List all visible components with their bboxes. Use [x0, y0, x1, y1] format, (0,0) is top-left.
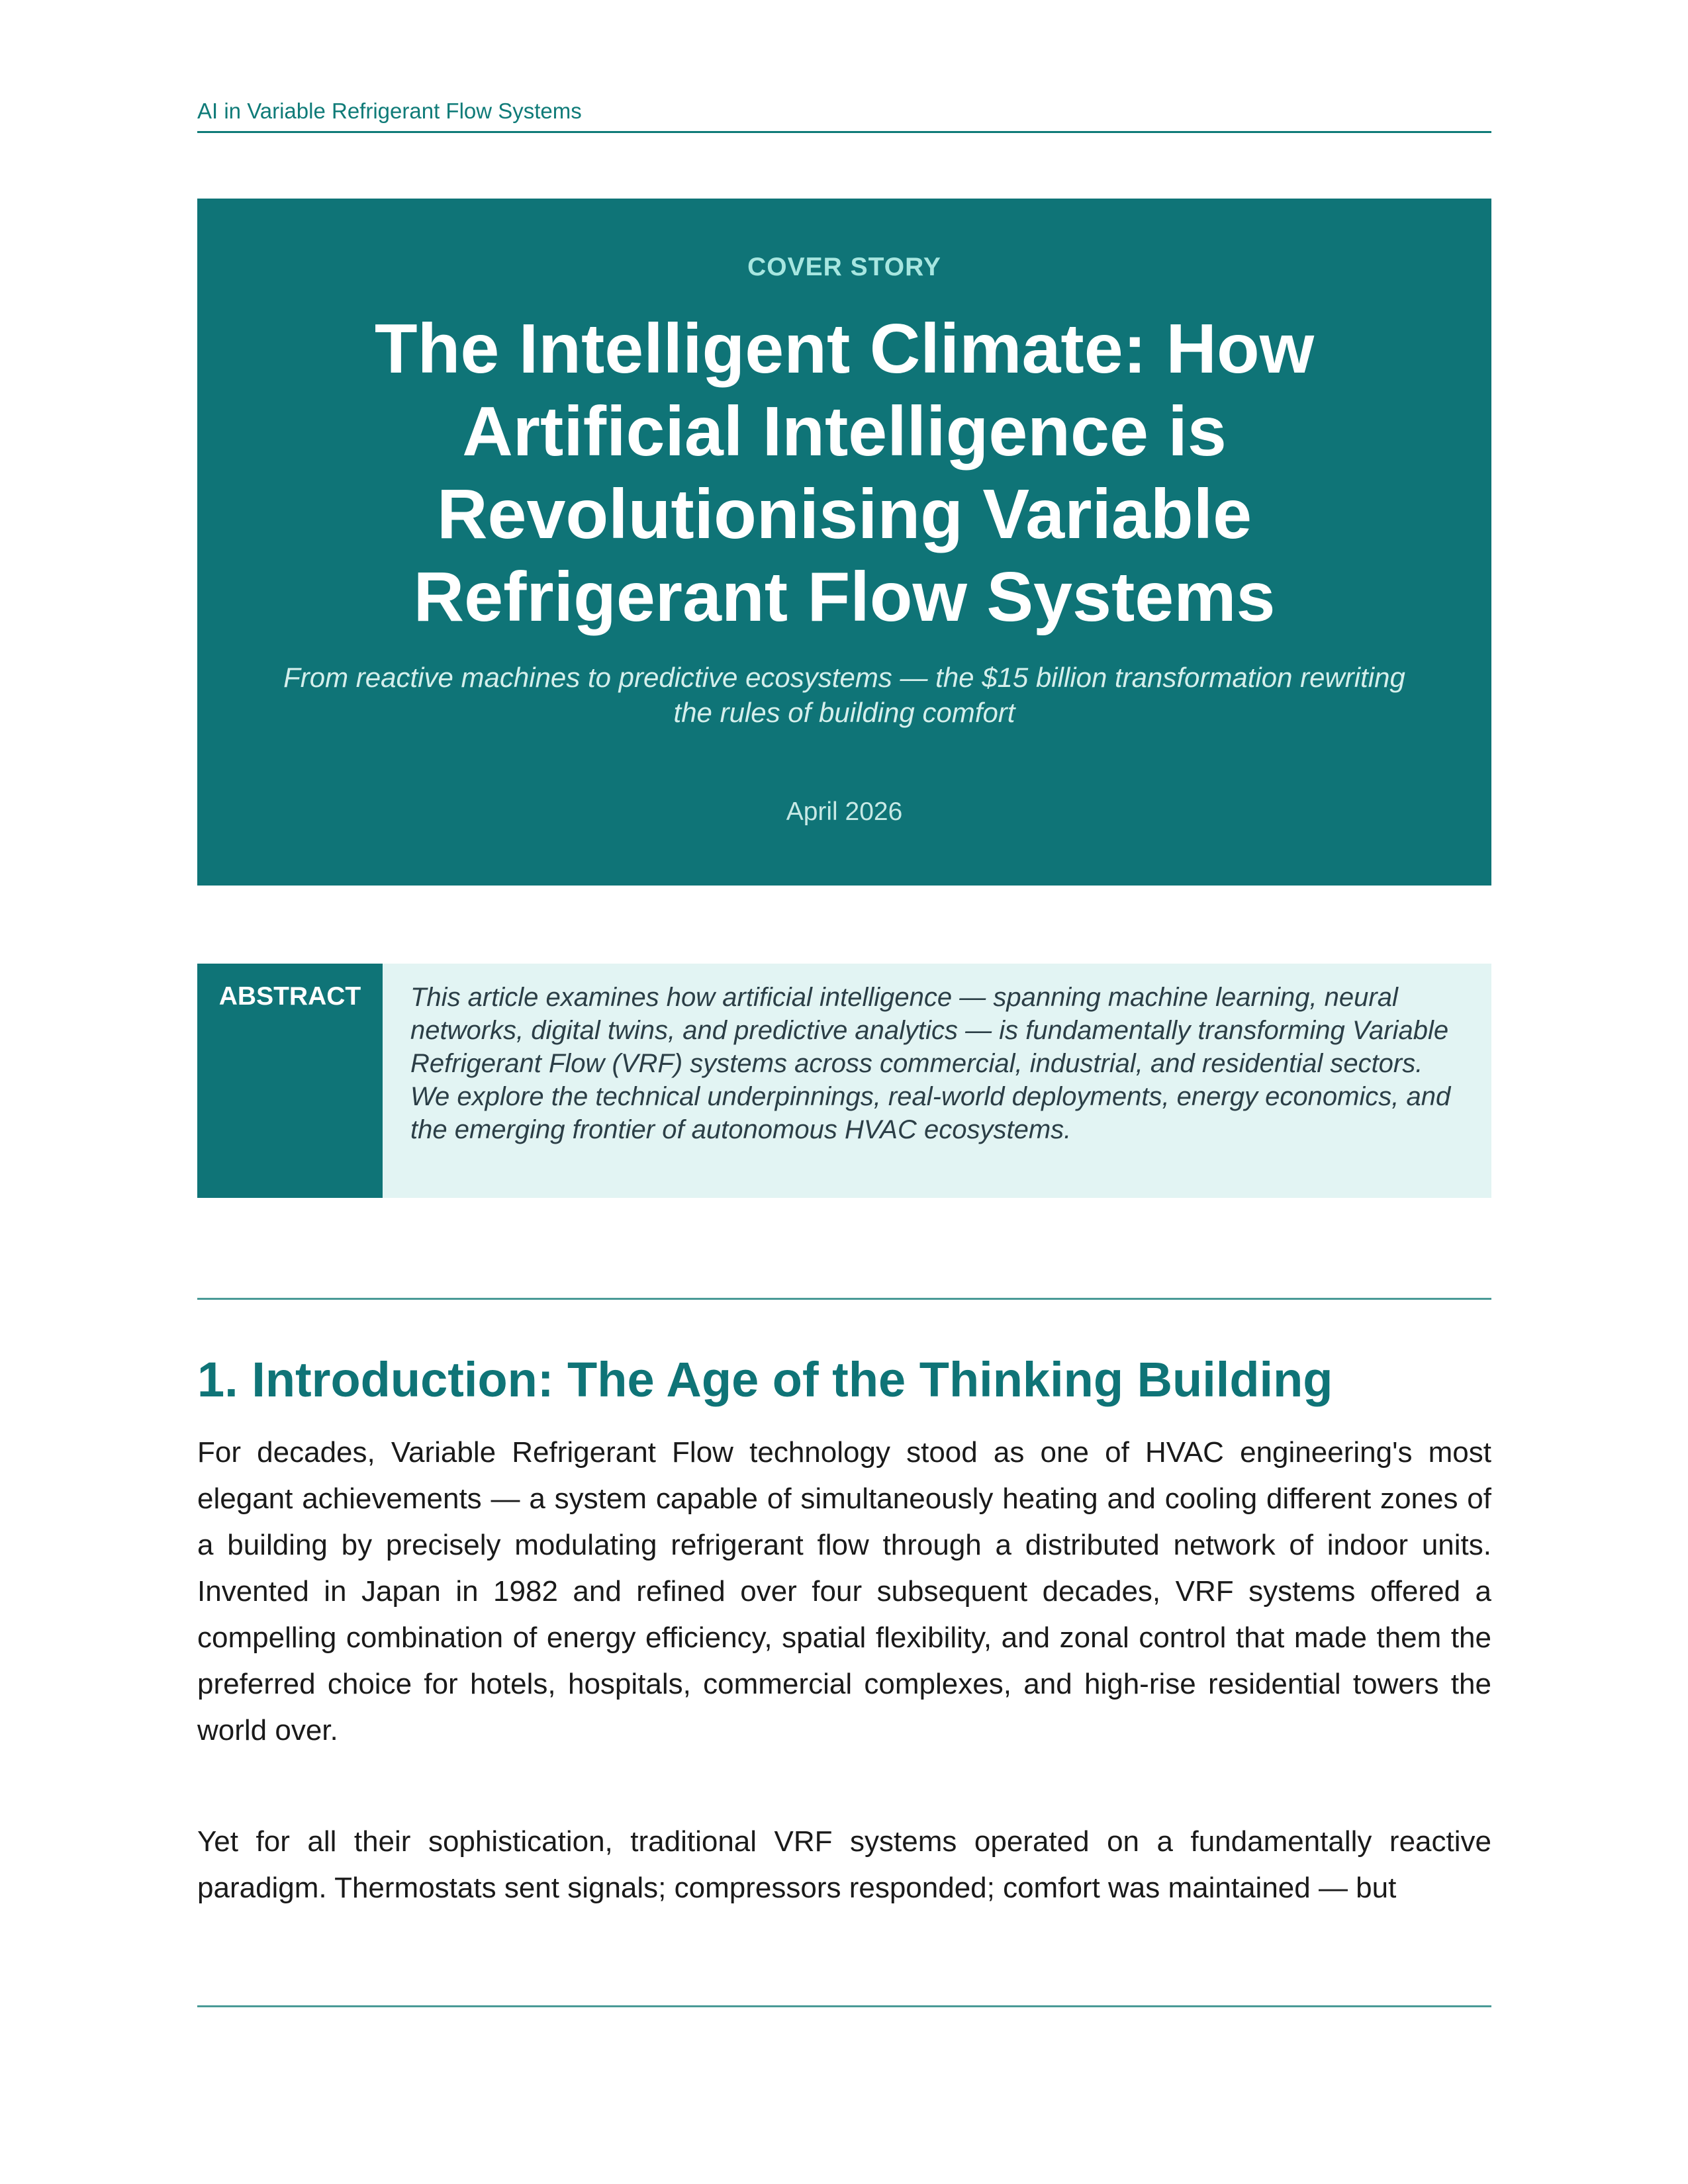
- body-paragraph: Yet for all their sophistication, traditional VRF systems operated on a fundamentally reactive paradigm. Thermostats sent signals; compressors responded; comfort was maintained — but: [197, 1825, 1491, 1904]
- cover-kicker: COVER STORY: [747, 253, 941, 281]
- cover-subtitle: From reactive machines to predictive ecosystems — the $15 billion transformation rewriting the rules of building comfort: [283, 662, 1405, 728]
- cover-story-banner: [197, 199, 1491, 886]
- footer-divider: [197, 2005, 1491, 2007]
- body-paragraph: For decades, Variable Refrigerant Flow technology stood as one of HVAC engineering's most elegant achievements — a system capable of simultaneously heating and cooling different zones of a building by precisely modulating refrigerant flow through a distributed network of indoor units. Invented in Japan in 1982 and refined over four subsequent decades, VRF systems offered a compelling combination of energy efficiency, spatial flexibility, and zonal control that made them the preferred choice for hotels, hospitals, commercial complexes, and high-rise residential towers the world over.: [197, 1436, 1491, 1747]
- abstract-label: ABSTRACT: [197, 964, 383, 1198]
- running-header: [197, 98, 1491, 133]
- cover-title: The Intelligent Climate: How Artificial Intelligence is Revolutionising Variable Refrigerant Flow Systems: [374, 310, 1315, 636]
- abstract-box: [197, 964, 1491, 1198]
- running-header-text: AI in Variable Refrigerant Flow Systems: [197, 99, 582, 123]
- section-divider-top: [197, 1298, 1491, 1300]
- cover-date: April 2026: [786, 797, 903, 826]
- section-heading: 1. Introduction: The Age of the Thinking Building: [197, 1352, 1333, 1407]
- abstract-text: This article examines how artificial intelligence — spanning machine learning, neural networks, digital twins, and predictive analytics — is fundamentally transforming Variable Refrigerant Flow (VRF) systems across commercial, industrial, and residential sectors. We explore the technical underpinnings, real-world deployments, energy economics, and the emerging frontier of autonomous HVAC ecosystems.: [410, 983, 1451, 1144]
